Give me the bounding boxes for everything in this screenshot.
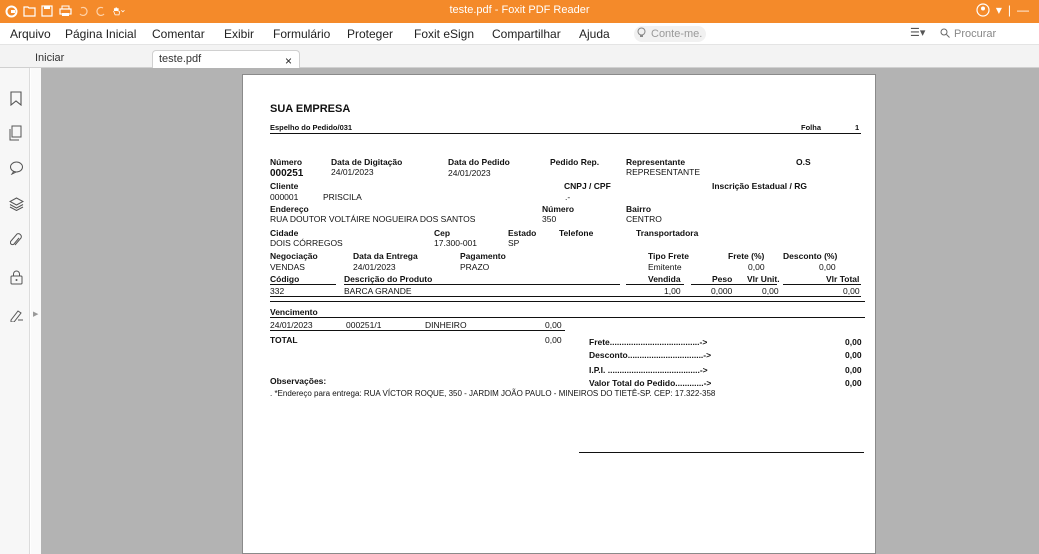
cliente-codigo: 000001 — [270, 192, 299, 202]
menu-exibir[interactable]: Exibir — [224, 27, 255, 41]
row-divider — [270, 296, 861, 297]
cnpj-label: CNPJ / CPF — [564, 181, 611, 191]
summary-total-value: 0,00 — [845, 378, 862, 388]
total-label: TOTAL — [270, 335, 298, 345]
endereco-numero-label: Número — [542, 204, 575, 214]
panel-gutter — [31, 68, 41, 554]
tab-label: Iniciar — [35, 52, 65, 64]
frete-pct-label: Frete (%) — [728, 251, 765, 261]
observacoes-text: . *Endereço para entrega: RUA VÍCTOR ROQUE, 350 - JARDIM JOÃO PAULO - MINEIROS DO TIETÊ-SP. CEP: 17.322-358 — [270, 389, 716, 398]
cnpj-value: .- — [565, 192, 571, 202]
tab-document[interactable] — [152, 50, 300, 68]
pedido-rep-label: Pedido Rep. — [550, 157, 600, 167]
header-underline — [270, 284, 336, 285]
signature-icon[interactable] — [8, 306, 24, 322]
menu-proteger[interactable]: Proteger — [347, 27, 394, 41]
numero-label: Número — [270, 157, 303, 167]
menu-comentar[interactable]: Comentar — [152, 27, 205, 41]
comments-icon[interactable] — [8, 160, 24, 176]
tipo-frete-value: Emitente — [648, 262, 682, 272]
folha-label: Folha — [801, 123, 821, 132]
ie-label: Inscrição Estadual / RG — [712, 181, 807, 191]
menu-bar — [0, 23, 1039, 45]
summary-total-label: Valor Total do Pedido............-> — [589, 378, 712, 388]
data-pedido-value: 24/01/2023 — [448, 168, 491, 178]
dropdown-icon[interactable]: ▾ — [995, 3, 1002, 17]
divider — [270, 330, 565, 331]
pdf-page — [242, 74, 876, 554]
estado-label: Estado — [508, 228, 537, 238]
column-header: Vlr Total — [826, 274, 860, 284]
total-value: 0,00 — [545, 335, 562, 345]
lightbulb-icon — [636, 27, 647, 41]
column-header: Vendida — [648, 274, 681, 284]
numero-value: 000251 — [270, 168, 304, 179]
menu-formulario[interactable]: Formulário — [273, 27, 331, 41]
menu-ajuda[interactable]: Ajuda — [579, 27, 610, 41]
entrega-label: Data da Entrega — [353, 251, 418, 261]
endereco-numero-value: 350 — [542, 214, 557, 224]
table-cell: 0,00 — [843, 286, 860, 296]
minimize-icon[interactable]: — — [1017, 3, 1029, 17]
navigation-panel — [0, 68, 30, 554]
menu-foxit-esign[interactable]: Foxit eSign — [414, 27, 475, 41]
table-cell: 0,00 — [762, 286, 779, 296]
header-underline — [626, 284, 684, 285]
data-pedido-label: Data do Pedido — [448, 157, 510, 167]
pages-icon[interactable] — [8, 125, 24, 141]
transportadora-label: Transportadora — [636, 228, 699, 238]
cep-value: 17.300-001 — [434, 238, 478, 248]
table-cell: 332 — [270, 286, 285, 296]
tell-me-placeholder: Conte-me. — [651, 28, 703, 40]
endereco-value: RUA DOUTOR VOLTÁIRE NOGUEIRA DOS SANTOS — [270, 214, 476, 224]
column-header: Peso — [712, 274, 733, 284]
menu-arquivo[interactable]: Arquivo — [10, 27, 51, 41]
cidade-label: Cidade — [270, 228, 299, 238]
close-icon[interactable]: × — [285, 54, 293, 68]
column-header: Vlr Unit. — [747, 274, 780, 284]
table-cell: 0,000 — [711, 286, 733, 296]
expand-panel-icon[interactable]: ▶ — [33, 311, 39, 318]
title-bar — [0, 0, 1039, 23]
window-controls — [976, 3, 1029, 20]
summary-frete-label: Frete......................................-> — [589, 337, 708, 347]
summary-ipi-value: 0,00 — [845, 365, 862, 375]
separator: | — [1007, 3, 1011, 17]
pagamento-value: PRAZO — [460, 262, 490, 272]
header-underline — [344, 284, 620, 285]
layers-icon[interactable] — [8, 196, 24, 212]
menu-pagina-inicial[interactable]: Página Inicial — [65, 27, 137, 41]
vencimento-doc: 000251/1 — [346, 320, 382, 330]
data-digitacao-value: 24/01/2023 — [331, 167, 374, 177]
table-cell: 1,00 — [664, 286, 681, 296]
security-icon[interactable] — [8, 269, 24, 285]
tab-label: teste.pdf — [159, 53, 202, 65]
desconto-pct-value: 0,00 — [819, 262, 836, 272]
divider — [270, 301, 865, 302]
summary-frete-value: 0,00 — [845, 337, 862, 347]
cliente-nome: PRISCILA — [323, 192, 362, 202]
vencimento-date: 24/01/2023 — [270, 320, 313, 330]
vencimento-forma: DINHEIRO — [425, 320, 467, 330]
view-options-icon[interactable]: ☰▾ — [910, 27, 926, 39]
bairro-label: Bairro — [626, 204, 652, 214]
signature-line — [579, 452, 864, 453]
header-underline — [691, 284, 777, 285]
estado-value: SP — [508, 238, 520, 248]
os-label: O.S — [796, 157, 811, 167]
divider — [270, 317, 865, 318]
bairro-value: CENTRO — [626, 214, 662, 224]
tab-bar — [0, 45, 1039, 68]
folha-value: 1 — [855, 123, 860, 132]
bookmark-icon[interactable] — [8, 90, 24, 106]
data-digitacao-label: Data de Digitação — [331, 157, 403, 167]
negociacao-label: Negociação — [270, 251, 318, 261]
window-title: teste.pdf - Foxit PDF Reader — [449, 4, 590, 16]
summary-desconto-value: 0,00 — [845, 350, 862, 360]
vencimento-valor: 0,00 — [545, 320, 562, 330]
column-header: Descrição do Produto — [344, 274, 433, 284]
desconto-pct-label: Desconto (%) — [783, 251, 838, 261]
menu-compartilhar[interactable]: Compartilhar — [492, 27, 561, 41]
search-icon — [940, 28, 950, 41]
telefone-label: Telefone — [559, 228, 594, 238]
pagamento-label: Pagamento — [460, 251, 506, 261]
observacoes-label: Observações: — [270, 376, 327, 386]
tipo-frete-label: Tipo Frete — [648, 251, 689, 261]
tell-me-box[interactable] — [634, 26, 706, 42]
attachments-icon[interactable] — [8, 232, 24, 248]
negociacao-value: VENDAS — [270, 262, 305, 272]
company-name: SUA EMPRESA — [270, 103, 351, 115]
entrega-value: 24/01/2023 — [353, 262, 396, 272]
cidade-value: DOIS CÓRREGOS — [270, 238, 343, 248]
representante-value: REPRESENTANTE — [626, 167, 700, 177]
cep-label: Cep — [434, 228, 451, 238]
summary-desconto-label: Desconto................................-> — [589, 350, 712, 360]
search-placeholder: Procurar — [954, 28, 997, 40]
header-underline — [783, 284, 861, 285]
account-icon[interactable] — [976, 3, 990, 20]
document-workspace — [41, 68, 1039, 554]
document-subtitle: Espelho do Pedido/031 — [270, 123, 353, 132]
vencimento-label: Vencimento — [270, 307, 318, 317]
representante-label: Representante — [626, 157, 686, 167]
cliente-label: Cliente — [270, 181, 299, 191]
divider — [270, 133, 861, 134]
column-header: Código — [270, 274, 300, 284]
summary-ipi-label: I.P.I. .......................................-> — [589, 365, 708, 375]
search-box[interactable] — [940, 26, 1036, 42]
frete-pct-value: 0,00 — [748, 262, 765, 272]
endereco-label: Endereço — [270, 204, 309, 214]
table-cell: BARCA GRANDE — [344, 286, 412, 296]
